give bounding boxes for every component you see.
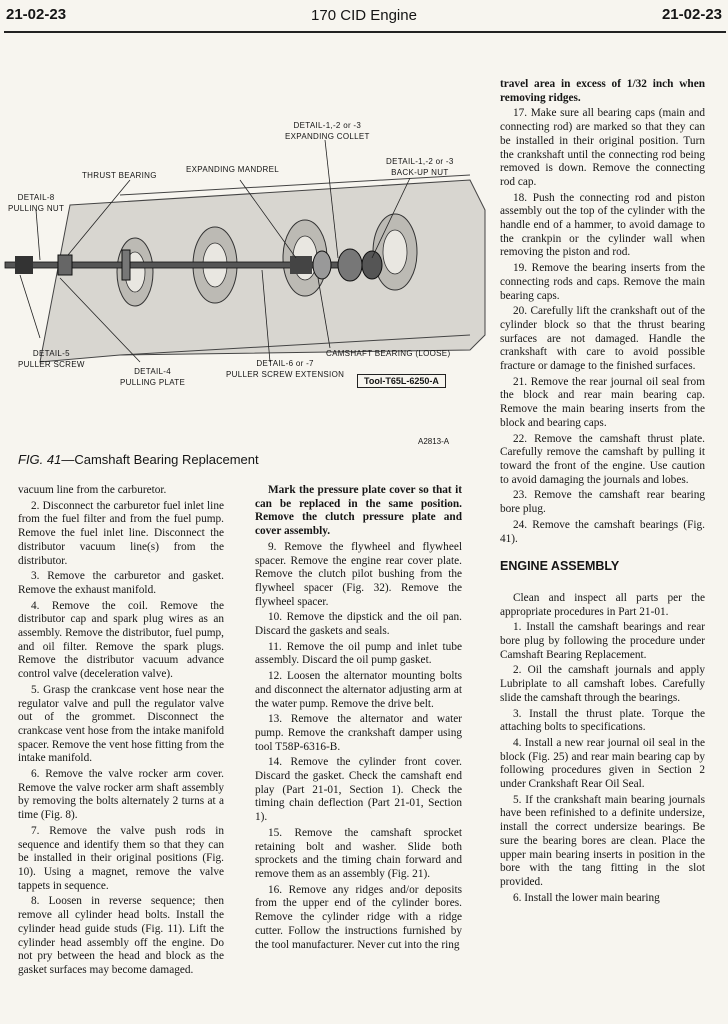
paragraph: 4. Install a new rear journal oil seal in the block (Fig. 25) and rear main bearing cap by following procedures given in Section 2 under Crankshaft Rear Oil Seal. [500,736,705,791]
paragraph: 14. Remove the cylinder front cover. Discard the gasket. Check the camshaft end play (Part 21-01, Section 1). Check the timing chain deflection (Part 21-01, Section 1). [255,756,462,824]
paragraph: 1. Install the camshaft bearings and rear bore plug by following the procedure under Camshaft Bearing Replacement. [500,621,705,661]
paragraph: 24. Remove the camshaft bearings (Fig. 41). [500,518,705,545]
paragraph: Mark the pressure plate cover so that it can be replaced in the same position. Remove the clutch pressure plate and cover assembly. [255,484,462,538]
label-line: PULLER SCREW [18,360,85,369]
label-line: BACK-UP NUT [391,168,449,177]
figure-caption [18,452,259,467]
text-column-3 [500,78,705,907]
figure-id: A2813-A [418,437,450,446]
paragraph: vacuum line from the carburetor. [18,484,167,496]
paragraph: 13. Remove the alternator and water pump. Remove the crankshaft damper using tool T58P-6316-B. [255,713,462,753]
paragraph: 2. Disconnect the carburetor fuel inlet line from the fuel filter and from the fuel pump. Remove the fuel inlet line. Disconnect the distributor vacuum line(s) from the distributor. [18,499,224,567]
paragraph: Clean and inspect all parts per the appropriate procedures in Part 21-01. [500,591,705,618]
paragraph: travel area in excess of 1/32 inch when removing ridges. [500,78,705,104]
paragraph: 8. Loosen in reverse sequence; then remove all cylinder head bolts. Install the cylinder head guide studs (Fig. 11). Lift the cylinder head assembly off the engine. Do not pry between the head and block as the gasket surfaces may become damaged. [18,895,224,976]
label-detail-expanding-collet [285,120,370,142]
paragraph: 10. Remove the dipstick and the oil pan. Discard the gaskets and seals. [255,611,462,638]
paragraph: 3. Remove the carburetor and gasket. Remove the exhaust manifold. [18,570,224,596]
paragraph: 6. Install the lower main bearing [513,891,660,904]
paragraph: 19. Remove the bearing inserts from the connecting rods and caps. Remove the main bearing caps. [500,262,705,302]
paragraph: 3. Install the thrust plate. Torque the attaching bolts to specifications. [500,707,705,734]
label-line: DETAIL-8 [17,193,55,202]
paragraph: 20. Carefully lift the crankshaft out of the cylinder block so that the thrust bearing surfaces are not damaged. Handle the crankshaft with care to avoid possible fracture or damage to the finished surfaces. [500,305,705,373]
section-heading: ENGINE ASSEMBLY [500,559,620,574]
label-detail-pulling-nut [8,192,64,214]
page-title: 170 CID Engine [311,7,417,24]
label-line: PULLER SCREW EXTENSION [226,370,345,379]
label-puller-screw-extension [226,358,344,380]
camshaft-bearing-figure [0,100,490,410]
paragraph: 12. Loosen the alternator mounting bolts and disconnect the alternator adjusting arm at the water pump. Remove the drive belt. [255,670,462,710]
header-rule [4,31,726,33]
paragraph: 9. Remove the flywheel and flywheel spacer. Remove the engine rear cover plate. Remove the clutch pilot bushing from the flywheel spacer (Fig. 32). Remove the flywheel spacer. [255,540,462,608]
paragraph: 2. Oil the camshaft journals and apply Lubriplate to all camshaft lobes. Carefully slide the camshaft through the bearings. [500,664,705,704]
label-line: PULLING NUT [8,204,65,213]
label-line: DETAIL-1,-2 or -3 [386,157,454,166]
paragraph: 15. Remove the camshaft sprocket retaining bolt and washer. Slide both sprockets and the timing chain forward and remove them as an assembly (Fig. 21). [255,826,462,880]
label-line: DETAIL-5 [32,349,70,358]
text-column-1 [18,484,224,980]
paragraph: 16. Remove any ridges and/or deposits from the upper end of the cylinder bores. Remove the cylinder ridge with a ridge cutter. Follow the instructions furnished by the tool manufacturer. Never cut into the ring [255,883,462,951]
label-thrust-bearing: THRUST BEARING [82,171,157,180]
paragraph: 11. Remove the oil pump and inlet tube assembly. Discard the oil pump gasket. [255,640,462,667]
paragraph: 5. Grasp the crankcase vent hose near the regulator valve and pull the regulator valve out of the grommet. Disconnect the crankcase vent hose from the intake manifold spacer. Remove the vent hose fitting from the intake manifold. [18,683,224,765]
paragraph: 18. Push the connecting rod and piston assembly out the top of the cylinder with the handle end of a hammer, to avoid damage to the crankpin or the cylinder wall when removing the piston and rod. [500,191,705,259]
figure-number: FIG. 41 [18,452,62,467]
label-expanding-mandrel: EXPANDING MANDREL [186,165,279,174]
label-line: EXPANDING COLLET [285,132,370,141]
label-detail-pulling-plate [120,366,185,388]
paragraph: 21. Remove the rear journal oil seal from the block and rear main bearing cap. Remove the main bearing inserts from the block and bearing caps. [500,375,705,429]
label-detail-puller-screw [18,348,85,370]
label-camshaft-bearing: CAMSHAFT BEARING (LOOSE) [326,349,451,358]
text-column-2 [255,484,462,954]
paragraph: 7. Remove the valve push rods in sequence and identify them so that they can be installed in their original positions (Fig. 10). Using a magnet, remove the valve tappets in sequence. [18,824,224,892]
label-detail-backup-nut [386,156,454,178]
paragraph: 6. Remove the valve rocker arm cover. Remove the valve rocker arm shaft assembly by removing the bolts alternately 2 turns at a time (Fig. 8). [18,768,224,822]
label-line: PULLING PLATE [120,378,186,387]
paragraph: 5. If the crankshaft main bearing journals have been refinished to a definite undersize, install the correct undersize bearings. Be sure the bearing bores are clean. Place the upper main bearing inserts in position in the bore with the tang fitting in the slot provided. [500,793,705,888]
label-line: DETAIL-6 or -7 [256,359,314,368]
paragraph: 22. Remove the camshaft thrust plate. Carefully remove the camshaft by pulling it toward the front of the engine. Use caution to avoid damaging the journals and lobes. [500,432,705,486]
label-line: DETAIL-4 [134,367,172,376]
paragraph: 17. Make sure all bearing caps (main and connecting rod) are marked so that they can be installed in their original position. Turn the crankshaft until the connecting rod being removed is down. Remove the connecting rod cap. [500,107,705,188]
paragraph: 4. Remove the coil. Remove the distributor cap and spark plug wires as an assembly. Remove the distributor, fuel pump, and oil filter. Remove the spark plugs. Remove the distributor vacuum advance control valve (deceleration valve). [18,599,224,681]
page-number-right: 21-02-23 [661,6,722,23]
figure-caption-text: —Camshaft Bearing Replacement [61,452,259,467]
label-line: DETAIL-1,-2 or -3 [293,121,362,130]
tool-number-box: Tool-T65L-6250-A [357,374,446,388]
paragraph: 23. Remove the camshaft rear bearing bore plug. [500,489,705,516]
page-number-left: 21-02-23 [6,6,67,23]
